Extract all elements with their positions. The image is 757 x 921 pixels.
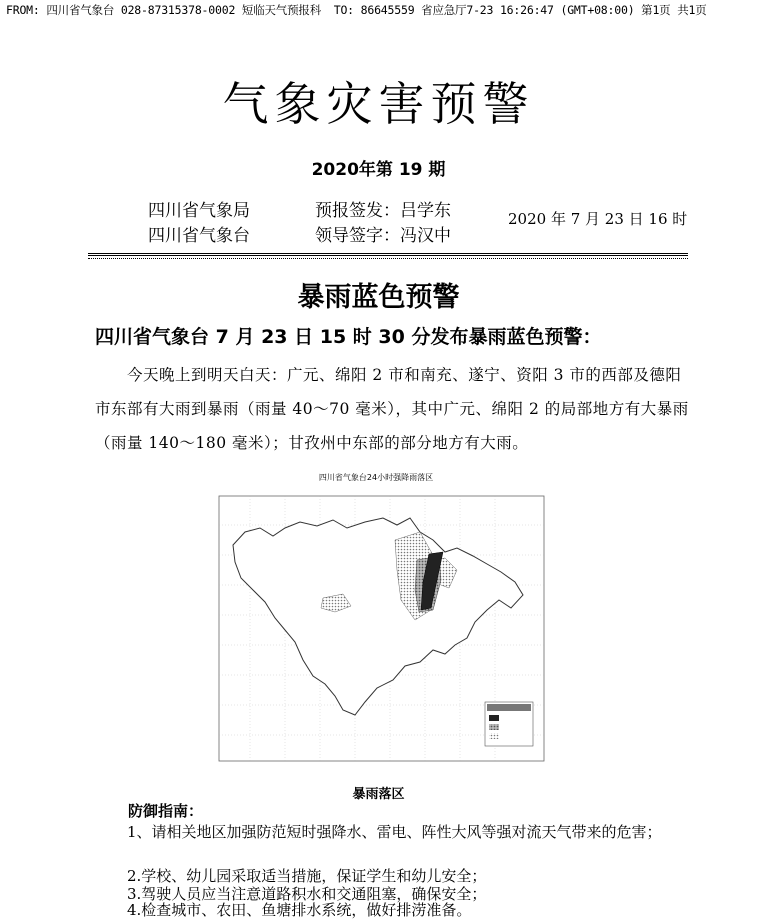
guide-item-3: 3.驾驶人员应当注意道路积水和交通阻塞，确保安全；	[127, 885, 487, 903]
map-caption: 暴雨落区	[352, 787, 405, 802]
warning-title: 暴雨蓝色预警	[297, 282, 460, 313]
issue-date: 2020 年 7 月 23 日 16 时	[508, 210, 688, 228]
fax-from: FROM: 四川省气象台 028-87315378-0002 短临天气预报科	[6, 3, 321, 17]
fax-to: TO: 86645559 省应急厅7-23 16:26:47 (GMT+08:00) 第1页 共1页	[333, 3, 707, 17]
header-divider-dotted	[88, 258, 688, 259]
guide-item-4: 4.检查城市、农田、鱼塘排水系统，做好排涝准备。	[127, 901, 472, 919]
rain-area-map	[205, 470, 547, 770]
guide-item-2: 2.学校、幼儿园采取适当措施，保证学生和幼儿安全；	[127, 867, 487, 885]
header-divider	[88, 253, 688, 256]
guide-item-1: 1、请相关地区加强防范短时强降水、雷电、阵性大风等强对流天气带来的危害；	[127, 823, 662, 841]
issuing-org-2: 四川省气象台	[148, 226, 250, 246]
map-legend	[485, 702, 533, 746]
forecast-signer: 预报签发：吕学东	[315, 201, 451, 221]
leader-signer: 领导签字：冯汉中	[315, 226, 451, 246]
guide-title: 防御指南：	[128, 802, 204, 820]
map-title: 四川省气象台24小时强降雨落区	[318, 473, 434, 482]
warning-body: 今天晚上到明天白天：广元、绵阳 2 市和南充、遂宁、资阳 3 市的西部及德阳市东部有大雨到暴雨（雨量 40～70 毫米），其中广元、绵阳 2 的局部地方有大暴雨（雨量 140～180 毫米）；甘孜州中东部的部分地方有大雨。	[95, 366, 689, 452]
document-title: 气象灾害预警	[222, 77, 535, 131]
fax-header	[6, 2, 713, 18]
province-outline	[233, 518, 523, 715]
issuing-org-1: 四川省气象局	[148, 201, 250, 221]
warning-subhead: 四川省气象台 7 月 23 日 15 时 30 分发布暴雨蓝色预警：	[95, 326, 602, 348]
issue-number: 2020年第 19 期	[311, 160, 446, 180]
